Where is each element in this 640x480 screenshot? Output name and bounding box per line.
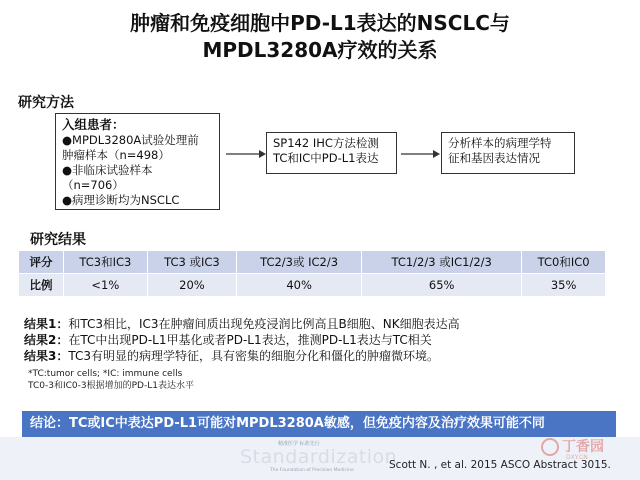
finding-1 (24, 316, 460, 332)
logo-tagline: 精准医学 标准先行 (278, 441, 320, 447)
table-cell: TC2/3或 IC2/3 (237, 251, 362, 274)
finding-label: 结果2： (24, 333, 69, 347)
ihc-line-1: SP142 IHC方法检测 (273, 136, 379, 150)
patients-line-5: ●病理诊断均为NSCLC (62, 193, 180, 207)
analysis-line-1: 分析样本的病理学特 (448, 136, 552, 150)
watermark-icon (541, 438, 559, 456)
patients-line-3: ●非临床试验样本 (62, 163, 153, 177)
arrow-right-icon (401, 148, 443, 160)
table-cell: 65% (362, 274, 522, 297)
enrolled-patients-box (55, 113, 220, 210)
row-label-proportion: 比例 (19, 274, 64, 297)
results-table (18, 250, 606, 297)
table-row (19, 274, 606, 297)
table-cell: 20% (147, 274, 236, 297)
enrolled-patients-heading: 入组患者： (62, 117, 125, 132)
logo-subtitle: The Foundation of Precision Medicine (270, 468, 354, 473)
slide-title (0, 10, 640, 64)
finding-text: 在TC中出现PD-L1甲基化或者PD-L1表达，推测PD-L1表达与TC相关 (68, 333, 432, 347)
table-cell: TC3和IC3 (64, 251, 148, 274)
citation: Scott N. , et al. 2015 ASCO Abstract 3015. (389, 459, 611, 471)
table-cell: TC0和IC0 (522, 251, 606, 274)
results-heading: 研究结果 (30, 232, 86, 248)
watermark-text: 丁香园 (562, 439, 604, 455)
finding-label: 结果3： (24, 349, 69, 363)
table-cell: <1% (64, 274, 148, 297)
table-cell: 40% (237, 274, 362, 297)
finding-2 (24, 332, 460, 348)
finding-3 (24, 348, 460, 364)
ihc-method-box (266, 132, 397, 174)
table-row (19, 251, 606, 274)
title-line-1: 肿瘤和免疫细胞中PD-L1表达的NSCLC与 (130, 11, 510, 35)
finding-text: 和TC3相比，IC3在肿瘤间质出现免疫浸润比例高且B细胞、NK细胞表达高 (68, 317, 460, 331)
logo-wordmark: Standardization (240, 446, 398, 468)
patients-line-4: （n=706） (62, 178, 124, 192)
findings-list (24, 316, 460, 364)
patients-line-1: ●MPDL3280A试验处理前 (62, 133, 199, 147)
analysis-box (441, 132, 575, 174)
conclusion-banner: 结论：TC或IC中表达PD-L1可能对MPDL3280A敏感，但免疫内容及治疗效果可能不同 (22, 411, 616, 437)
row-label-score: 评分 (19, 251, 64, 274)
footnotes (28, 368, 194, 392)
table-cell: 35% (522, 274, 606, 297)
analysis-line-2: 征和基因表达情况 (448, 151, 540, 165)
table-cell: TC3 或IC3 (147, 251, 236, 274)
patients-line-2: 肿瘤样本（n=498） (62, 148, 170, 162)
footnote-2: TC0-3和IC0-3根据增加的PD-L1表达水平 (28, 381, 194, 391)
arrow-right-icon (226, 148, 268, 160)
standardization-logo (240, 440, 398, 478)
title-line-2: MPDL3280A疗效的关系 (202, 38, 438, 62)
watermark-url: DXY.CN (566, 454, 588, 461)
finding-text: TC3有明显的病理学特征，具有密集的细胞分化和僵化的肿瘤微环境。 (68, 349, 440, 363)
methods-heading: 研究方法 (18, 95, 74, 111)
ihc-line-2: TC和IC中PD-L1表达 (273, 151, 379, 165)
finding-label: 结果1： (24, 317, 69, 331)
footnote-1: *TC:tumor cells; *IC: immune cells (28, 369, 183, 379)
table-cell: TC1/2/3 或IC1/2/3 (362, 251, 522, 274)
